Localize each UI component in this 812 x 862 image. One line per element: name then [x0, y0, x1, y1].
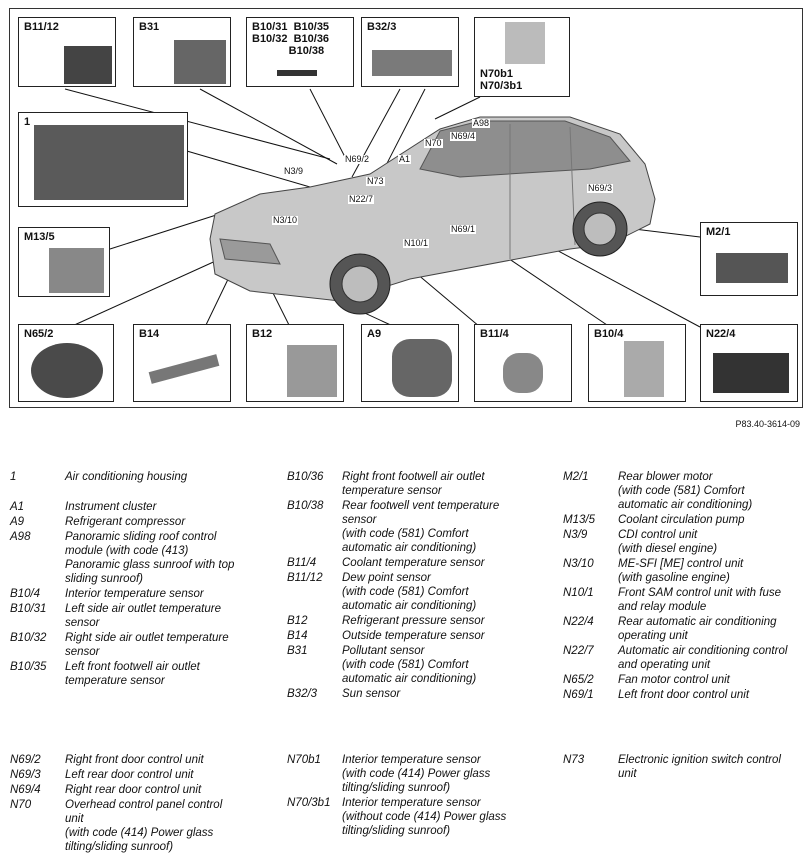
- legend-description: Dew point sensor (with code (581) Comfort automatic air conditioning): [342, 572, 477, 612]
- legend-description: Interior temperature sensor (without code (414) Power glass tilting/sliding sunroof): [342, 797, 507, 837]
- legend-description: CDI control unit (with diesel engine): [618, 529, 718, 555]
- legend-row: [563, 673, 808, 687]
- legend-description: Electronic ignition switch control unit: [618, 754, 781, 780]
- component-label: A9: [367, 328, 382, 340]
- callout-n70: N70: [425, 138, 442, 148]
- component-label: M2/1: [706, 226, 731, 238]
- component-box-b14: [133, 324, 231, 402]
- legend-description: Overhead control panel control unit (with code (414) Power glass tilting/sliding sunroof): [65, 799, 223, 853]
- pollutant-sensor-image: [174, 40, 226, 84]
- legend-code: B11/12: [287, 572, 323, 584]
- air-conditioning-housing-image: [34, 125, 184, 200]
- legend-description: Right side air outlet temperature sensor: [65, 632, 229, 658]
- legend-code: N70b1: [287, 754, 321, 766]
- callout-n3-10: N3/10: [273, 215, 298, 225]
- component-label: B14: [139, 328, 160, 340]
- legend-row: [10, 768, 280, 782]
- legend-row: [563, 528, 808, 556]
- temperature-sensor-image: [277, 70, 317, 76]
- legend-row: [563, 688, 808, 702]
- legend-row: [563, 557, 808, 585]
- legend-code: N22/7: [563, 645, 594, 657]
- component-label: B32/3: [367, 21, 397, 33]
- outside-temperature-sensor-image: [149, 354, 220, 384]
- component-box-b32-3: [361, 17, 459, 87]
- component-label: M13/5: [24, 231, 55, 243]
- legend-code: N69/2: [10, 754, 41, 766]
- legend-row: [287, 470, 557, 498]
- legend-row: [10, 587, 280, 601]
- legend-row: [287, 644, 557, 686]
- legend-code: 1: [10, 471, 17, 483]
- legend-row: [10, 485, 280, 499]
- legend-code: B10/4: [10, 588, 41, 600]
- component-label: N22/4: [706, 328, 736, 340]
- legend-description: Front SAM control unit with fuse and relay module: [618, 587, 781, 613]
- legend-description: Refrigerant compressor: [65, 516, 186, 528]
- legend-code: B10/36: [287, 471, 324, 483]
- legend-column-1: [10, 470, 280, 689]
- component-label: B12: [252, 328, 273, 340]
- legend-row: [10, 500, 280, 514]
- legend-row: [563, 513, 808, 527]
- component-label: B11/4: [480, 328, 509, 340]
- component-box-n22-4: [700, 324, 798, 402]
- legend-description: Left front footwell air outlet temperature sensor: [65, 661, 200, 687]
- legend-row: [563, 644, 808, 672]
- component-box-1: [18, 112, 188, 207]
- legend-row: [10, 798, 280, 854]
- component-label: N65/2: [24, 328, 54, 340]
- callout-n10-1: N10/1: [404, 238, 429, 248]
- legend-code: N69/1: [563, 689, 594, 701]
- legend-description: Left rear door control unit: [65, 769, 194, 781]
- component-box-a9: [361, 324, 459, 402]
- legend-code: B10/31: [10, 603, 47, 615]
- component-box-m2-1: [700, 222, 798, 296]
- component-box-m13-5: [18, 227, 110, 297]
- legend-row: [10, 631, 280, 659]
- legend-description: Right front door control unit: [65, 754, 204, 766]
- legend-description: Pollutant sensor (with code (581) Comfort automatic air conditioning): [342, 645, 477, 685]
- component-label: B10/4: [594, 328, 624, 340]
- fan-motor-image: [31, 343, 103, 398]
- coolant-pump-image: [49, 248, 104, 293]
- legend-description: Air conditioning housing: [65, 471, 188, 483]
- legend-code: N69/3: [10, 769, 41, 781]
- legend-row: [10, 515, 280, 529]
- component-label: B10/31 B10/35 B10/32 B10/36 B10/38: [252, 21, 330, 57]
- component-label: B11/12: [24, 21, 59, 33]
- legend-description: Refrigerant pressure sensor: [342, 615, 485, 627]
- legend-description: Interior temperature sensor: [65, 588, 204, 600]
- legend-row: [287, 687, 557, 701]
- legend-description: Right front footwell air outlet temperature sensor: [342, 471, 485, 497]
- legend-description: Panoramic sliding roof control module (with code (413) Panoramic glass sunroof with top sliding sunroof): [65, 531, 235, 585]
- overhead-panel-image: [505, 22, 545, 64]
- legend-description: Rear footwell vent temperature sensor (with code (581) Comfort automatic air conditioning): [342, 500, 500, 554]
- legend-row: [563, 753, 808, 781]
- legend-code: A9: [10, 516, 25, 528]
- figure-reference-number: P83.40-3614-09: [735, 419, 800, 429]
- legend-code: N22/4: [563, 616, 594, 628]
- legend-description: Left side air outlet temperature sensor: [65, 603, 221, 629]
- legend-code: N70: [10, 799, 32, 811]
- legend-code: B32/3: [287, 688, 318, 700]
- legend-row: [287, 614, 557, 628]
- legend-row: [10, 470, 280, 484]
- legend-code: A1: [10, 501, 25, 513]
- legend-row: [287, 753, 557, 795]
- legend-description: Rear blower motor (with code (581) Comfort automatic air conditioning): [618, 471, 753, 511]
- sun-sensor-image: [372, 50, 452, 76]
- dew-point-sensor-image: [64, 46, 112, 84]
- component-box-b11-4: [474, 324, 572, 402]
- legend-code: [10, 485, 65, 499]
- legend-code: A98: [10, 531, 31, 543]
- component-box-b31: [133, 17, 231, 87]
- interior-temperature-sensor-image: [624, 341, 664, 397]
- legend-row: [563, 586, 808, 614]
- coolant-temperature-sensor-image: [503, 353, 543, 393]
- callout-n3-9: N3/9: [284, 166, 304, 176]
- legend-row: [287, 571, 557, 613]
- legend-column-6: [563, 753, 808, 782]
- rear-ac-operating-unit-image: [713, 353, 789, 393]
- component-box-b12: [246, 324, 344, 402]
- legend-code: M2/1: [563, 471, 589, 483]
- legend-row: [10, 753, 280, 767]
- legend-row: [10, 530, 280, 586]
- callout-n69-1: N69/1: [451, 224, 476, 234]
- component-label: B31: [139, 21, 160, 33]
- legend-code: N69/4: [10, 784, 41, 796]
- component-box-b11-12: [18, 17, 116, 87]
- legend-column-5: [287, 753, 557, 839]
- legend-row: [287, 499, 557, 555]
- legend-description: Coolant circulation pump: [618, 514, 745, 526]
- component-box-b10-4: [588, 324, 686, 402]
- legend-column-4: [10, 753, 280, 855]
- legend-code: B11/4: [287, 557, 317, 569]
- component-box-n70b1: [474, 17, 570, 97]
- callout-n69-2: N69/2: [345, 154, 370, 164]
- legend-code: N10/1: [563, 587, 594, 599]
- callout-n22-7: N22/7: [349, 194, 374, 204]
- component-box-n65-2: [18, 324, 114, 402]
- legend-row: [10, 660, 280, 688]
- legend-row: [287, 629, 557, 643]
- legend-row: [287, 556, 557, 570]
- rear-blower-motor-image: [716, 253, 788, 283]
- legend-code: N73: [563, 754, 585, 766]
- legend-description: Rear automatic air conditioning operating unit: [618, 616, 777, 642]
- callout-n69-4: N69/4: [451, 131, 476, 141]
- legend-description: Automatic air conditioning control and operating unit: [618, 645, 788, 671]
- legend-description: Left front door control unit: [618, 689, 750, 701]
- legend-description: ME-SFI [ME] control unit (with gasoline engine): [618, 558, 744, 584]
- refrigerant-pressure-sensor-image: [287, 345, 337, 397]
- component-box-b10-group: [246, 17, 354, 87]
- component-label: N70b1 N70/3b1: [480, 68, 523, 92]
- legend-row: [10, 602, 280, 630]
- component-location-figure: [9, 8, 803, 408]
- legend-row: [10, 783, 280, 797]
- legend-column-3: [563, 470, 808, 703]
- legend-code: M13/5: [563, 514, 595, 526]
- legend-description: Instrument cluster: [65, 501, 157, 513]
- legend-row: [563, 615, 808, 643]
- legend-code: B31: [287, 645, 308, 657]
- legend-row: [563, 470, 808, 512]
- legend-description: Right rear door control unit: [65, 784, 202, 796]
- legend-description: Interior temperature sensor (with code (414) Power glass tilting/sliding sunroof): [342, 754, 491, 794]
- legend-code: N3/9: [563, 529, 588, 541]
- legend-description: Fan motor control unit: [618, 674, 730, 686]
- legend-code: N3/10: [563, 558, 594, 570]
- legend-code: B14: [287, 630, 308, 642]
- callout-n73: N73: [367, 176, 384, 186]
- component-label: 1: [24, 116, 31, 128]
- legend-description: Outside temperature sensor: [342, 630, 485, 642]
- legend-code: B12: [287, 615, 308, 627]
- legend-description: Coolant temperature sensor: [342, 557, 485, 569]
- callout-n69-3: N69/3: [588, 183, 613, 193]
- legend-description: Sun sensor: [342, 688, 401, 700]
- legend-column-2: [287, 470, 557, 702]
- callout-a98: A98: [473, 118, 490, 128]
- callout-a1: A1: [399, 154, 411, 164]
- legend-row: [287, 796, 557, 838]
- legend-code: B10/38: [287, 500, 324, 512]
- legend-code: N65/2: [563, 674, 594, 686]
- refrigerant-compressor-image: [392, 339, 452, 397]
- legend-code: N70/3b1: [287, 797, 331, 809]
- legend-code: B10/32: [10, 632, 47, 644]
- legend-code: B10/35: [10, 661, 47, 673]
